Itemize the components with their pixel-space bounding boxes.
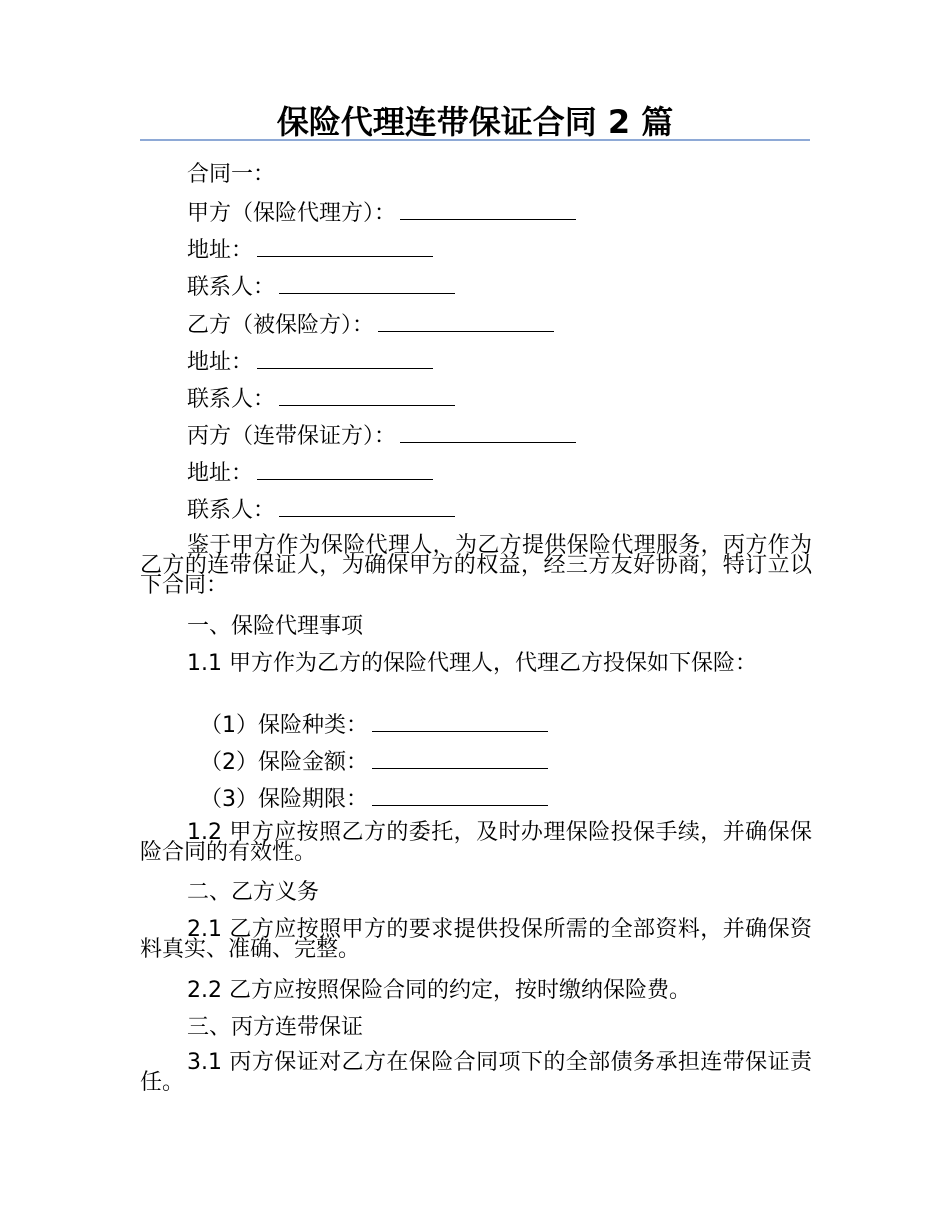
clause-3-1: 3.1 丙方保证对乙方在保险合同项下的全部债务承担连带保证责任。 bbox=[140, 1050, 812, 1095]
party-b-line bbox=[187, 311, 554, 339]
item-2-blank bbox=[372, 748, 548, 769]
party-a-address-line bbox=[187, 236, 433, 264]
party-c-contact-label: 联系人： bbox=[187, 498, 276, 523]
party-b-contact-line bbox=[187, 385, 455, 413]
item-2-label: （2）保险金额： bbox=[200, 750, 368, 775]
party-a-address-blank bbox=[257, 236, 433, 257]
item-3-line bbox=[200, 785, 548, 813]
party-c-address-label: 地址： bbox=[187, 461, 254, 486]
preamble-paragraph: 鉴于甲方作为保险代理人，为乙方提供保险代理服务，丙方作为乙方的连带保证人，为确保甲方的权益，经三方友好协商，特订立以下合同： bbox=[140, 533, 812, 598]
section-2-heading: 二、乙方义务 bbox=[187, 880, 320, 905]
clause-2-1: 2.1 乙方应按照甲方的要求提供投保所需的全部资料，并确保资料真实、准确、完整。 bbox=[140, 917, 812, 962]
party-b-contact-blank bbox=[279, 385, 455, 406]
party-a-label: 甲方（保险代理方）： bbox=[187, 201, 397, 226]
title-underline bbox=[140, 139, 810, 141]
party-a-contact-line bbox=[187, 273, 455, 301]
item-1-label: （1）保险种类： bbox=[200, 713, 368, 738]
item-3-label: （3）保险期限： bbox=[200, 787, 368, 812]
party-c-line bbox=[187, 422, 576, 450]
party-c-contact-blank bbox=[279, 496, 455, 517]
section-1-heading: 一、保险代理事项 bbox=[187, 614, 364, 639]
party-c-address-blank bbox=[257, 459, 433, 480]
clause-1-2: 1.2 甲方应按照乙方的委托，及时办理保险投保手续，并确保保险合同的有效性。 bbox=[140, 820, 812, 865]
item-1-blank bbox=[372, 711, 548, 732]
party-a-blank bbox=[400, 199, 576, 220]
party-c-label: 丙方（连带保证方）： bbox=[187, 424, 397, 449]
party-b-label: 乙方（被保险方）： bbox=[187, 313, 375, 338]
party-b-address-line bbox=[187, 348, 433, 376]
party-b-address-blank bbox=[257, 348, 433, 369]
clause-2-2: 2.2 乙方应按照保险合同的约定，按时缴纳保险费。 bbox=[187, 978, 691, 1003]
party-a-contact-label: 联系人： bbox=[187, 275, 276, 300]
item-2-line bbox=[200, 748, 548, 776]
party-b-contact-label: 联系人： bbox=[187, 387, 276, 412]
contract-heading: 合同一： bbox=[187, 162, 276, 187]
party-a-line bbox=[187, 199, 576, 227]
item-3-blank bbox=[372, 785, 548, 806]
party-a-contact-blank bbox=[279, 273, 455, 294]
clause-1-1: 1.1 甲方作为乙方的保险代理人，代理乙方投保如下保险： bbox=[187, 651, 757, 676]
party-b-address-label: 地址： bbox=[187, 350, 254, 375]
party-c-blank bbox=[400, 422, 576, 443]
party-b-blank bbox=[378, 311, 554, 332]
item-1-line bbox=[200, 711, 548, 739]
party-a-address-label: 地址： bbox=[187, 238, 254, 263]
party-c-address-line bbox=[187, 459, 433, 487]
party-c-contact-line bbox=[187, 496, 455, 524]
document-title: 保险代理连带保证合同 2 篇 bbox=[276, 103, 674, 141]
section-3-heading: 三、丙方连带保证 bbox=[187, 1015, 364, 1040]
